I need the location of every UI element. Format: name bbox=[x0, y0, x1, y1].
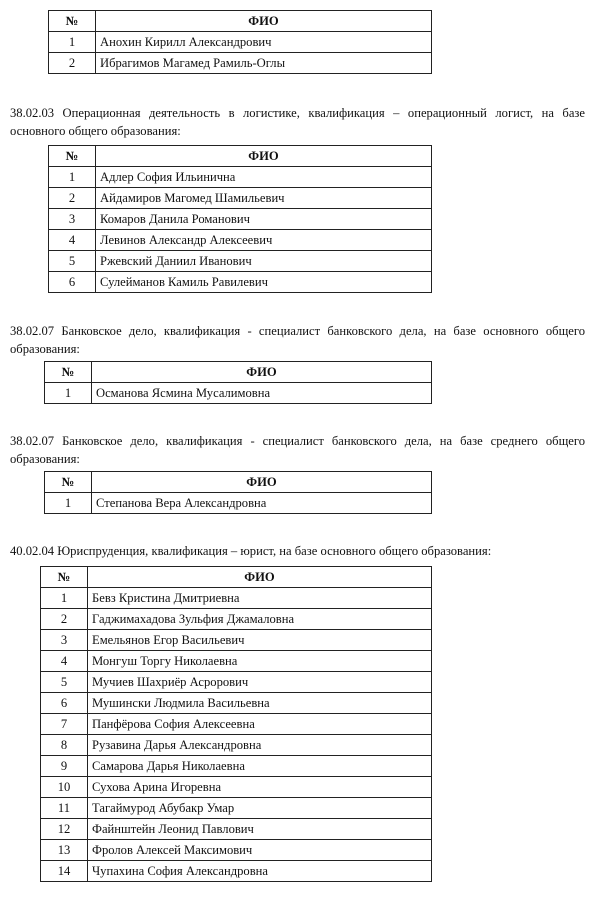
table-header-row bbox=[41, 567, 432, 588]
student-name: Ибрагимов Магамед Рамиль-Оглы bbox=[96, 53, 432, 74]
table-header-row bbox=[45, 362, 432, 383]
roster-table-0 bbox=[48, 10, 432, 74]
student-name: Сулейманов Камиль Равилевич bbox=[96, 272, 432, 293]
row-number: 3 bbox=[41, 630, 88, 651]
row-number: 2 bbox=[41, 609, 88, 630]
table-row bbox=[41, 798, 432, 819]
student-name: Адлер София Ильинична bbox=[96, 167, 432, 188]
student-name: Левинов Александр Алексеевич bbox=[96, 230, 432, 251]
table-row bbox=[41, 630, 432, 651]
row-number: 10 bbox=[41, 777, 88, 798]
table-row bbox=[41, 714, 432, 735]
table-row bbox=[49, 230, 432, 251]
col-header-number: № bbox=[49, 11, 96, 32]
table-row bbox=[41, 609, 432, 630]
table-row bbox=[49, 251, 432, 272]
row-number: 2 bbox=[49, 188, 96, 209]
table-row bbox=[45, 383, 432, 404]
table-header-row bbox=[49, 146, 432, 167]
col-header-number: № bbox=[41, 567, 88, 588]
table-row bbox=[41, 861, 432, 882]
table-row bbox=[41, 588, 432, 609]
table-row bbox=[49, 167, 432, 188]
section-heading-logistics: 38.02.03 Операционная деятельность в логистике, квалификация – операционный логист, на базе основного общего образования: bbox=[10, 106, 585, 138]
col-header-name: ФИО bbox=[96, 11, 432, 32]
student-name: Монгуш Торгу Николаевна bbox=[88, 651, 432, 672]
row-number: 7 bbox=[41, 714, 88, 735]
table-row bbox=[49, 272, 432, 293]
student-name: Ржевский Даниил Иванович bbox=[96, 251, 432, 272]
roster-table-3 bbox=[44, 471, 432, 514]
row-number: 13 bbox=[41, 840, 88, 861]
roster-table-4 bbox=[40, 566, 432, 882]
student-name: Комаров Данила Романович bbox=[96, 209, 432, 230]
row-number: 5 bbox=[49, 251, 96, 272]
section-heading-banking-secondary: 38.02.07 Банковское дело, квалификация - специалист банковского дела, на базе среднего общего образования: bbox=[10, 434, 585, 466]
table-row bbox=[49, 209, 432, 230]
student-name: Самарова Дарья Николаевна bbox=[88, 756, 432, 777]
row-number: 6 bbox=[49, 272, 96, 293]
student-name: Мучиев Шахриёр Асрорович bbox=[88, 672, 432, 693]
student-name: Тагаймурод Абубакр Умар bbox=[88, 798, 432, 819]
row-number: 8 bbox=[41, 735, 88, 756]
table-row bbox=[41, 777, 432, 798]
student-name: Османова Ясмина Мусалимовна bbox=[92, 383, 432, 404]
student-name: Степанова Вера Александровна bbox=[92, 493, 432, 514]
roster-table-1 bbox=[48, 145, 432, 293]
section-heading-banking-basic: 38.02.07 Банковское дело, квалификация - специалист банковского дела, на базе основного общего образования: bbox=[10, 324, 585, 356]
row-number: 11 bbox=[41, 798, 88, 819]
student-name: Фролов Алексей Максимович bbox=[88, 840, 432, 861]
student-name: Гаджимахадова Зульфия Джамаловна bbox=[88, 609, 432, 630]
student-name: Сухова Арина Игоревна bbox=[88, 777, 432, 798]
row-number: 4 bbox=[49, 230, 96, 251]
table-row bbox=[41, 651, 432, 672]
row-number: 2 bbox=[49, 53, 96, 74]
table-row bbox=[41, 756, 432, 777]
row-number: 6 bbox=[41, 693, 88, 714]
col-header-number: № bbox=[45, 472, 92, 493]
col-header-number: № bbox=[45, 362, 92, 383]
row-number: 1 bbox=[45, 493, 92, 514]
student-name: Айдамиров Магомед Шамильевич bbox=[96, 188, 432, 209]
table-row bbox=[45, 493, 432, 514]
col-header-name: ФИО bbox=[92, 472, 432, 493]
student-name: Анохин Кирилл Александрович bbox=[96, 32, 432, 53]
col-header-name: ФИО bbox=[92, 362, 432, 383]
table-row bbox=[41, 735, 432, 756]
student-name: Рузавина Дарья Александровна bbox=[88, 735, 432, 756]
student-name: Чупахина София Александровна bbox=[88, 861, 432, 882]
section-heading-law: 40.02.04 Юриспруденция, квалификация – юрист, на базе основного общего образования: bbox=[10, 544, 492, 558]
student-name: Панфёрова София Алексеевна bbox=[88, 714, 432, 735]
col-header-name: ФИО bbox=[96, 146, 432, 167]
row-number: 12 bbox=[41, 819, 88, 840]
table-row bbox=[41, 840, 432, 861]
table-row bbox=[41, 672, 432, 693]
row-number: 14 bbox=[41, 861, 88, 882]
row-number: 1 bbox=[49, 167, 96, 188]
row-number: 4 bbox=[41, 651, 88, 672]
table-row bbox=[49, 188, 432, 209]
table-row bbox=[41, 693, 432, 714]
student-name: Мушински Людмила Васильевна bbox=[88, 693, 432, 714]
student-name: Файнштейн Леонид Павлович bbox=[88, 819, 432, 840]
roster-table-2 bbox=[44, 361, 432, 404]
row-number: 1 bbox=[41, 588, 88, 609]
student-name: Бевз Кристина Дмитриевна bbox=[88, 588, 432, 609]
table-row bbox=[49, 32, 432, 53]
table-row bbox=[41, 819, 432, 840]
row-number: 5 bbox=[41, 672, 88, 693]
col-header-number: № bbox=[49, 146, 96, 167]
table-header-row bbox=[45, 472, 432, 493]
row-number: 9 bbox=[41, 756, 88, 777]
row-number: 1 bbox=[45, 383, 92, 404]
table-row bbox=[49, 53, 432, 74]
student-name: Емельянов Егор Васильевич bbox=[88, 630, 432, 651]
row-number: 1 bbox=[49, 32, 96, 53]
col-header-name: ФИО bbox=[88, 567, 432, 588]
table-header-row bbox=[49, 11, 432, 32]
row-number: 3 bbox=[49, 209, 96, 230]
